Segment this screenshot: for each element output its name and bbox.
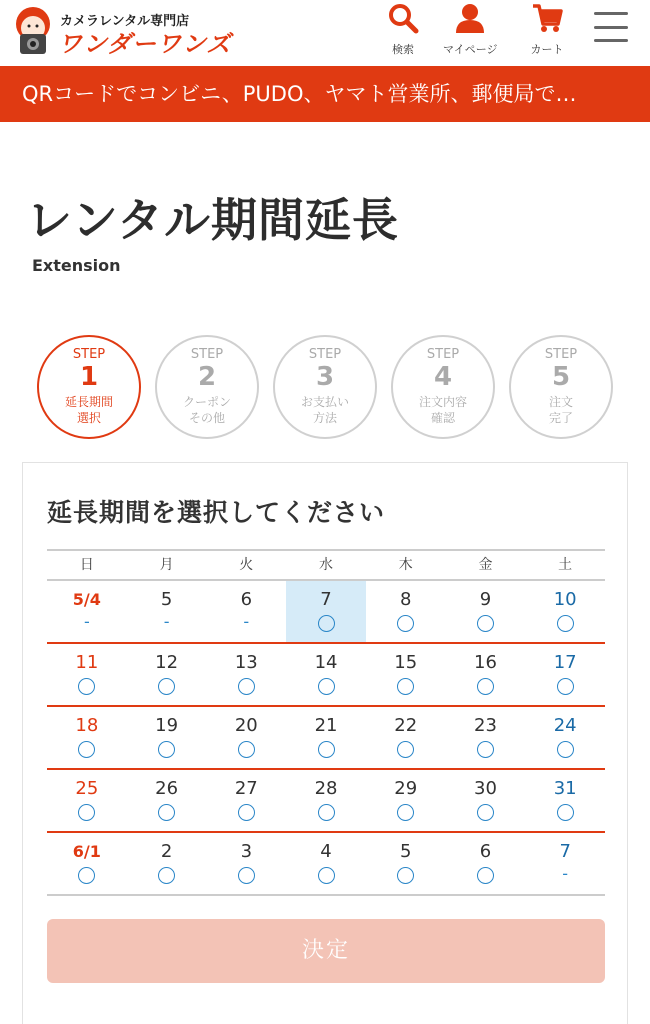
calendar-day[interactable] bbox=[366, 581, 446, 642]
available-circle-icon bbox=[318, 678, 335, 695]
calendar-day-number: 10 bbox=[553, 589, 577, 610]
calendar-day-number: 14 bbox=[314, 652, 338, 673]
step-text-line2: 確認 bbox=[430, 411, 455, 425]
mascot-logo-icon bbox=[10, 4, 56, 58]
page-subtitle: Extension bbox=[32, 256, 121, 275]
calendar-day[interactable] bbox=[286, 770, 366, 831]
nav-mypage-label: マイページ bbox=[443, 43, 498, 56]
calendar-day-number: 17 bbox=[553, 652, 577, 673]
unavailable-dash: - bbox=[83, 612, 90, 631]
calendar-day-number: 28 bbox=[314, 778, 338, 799]
calendar-day[interactable] bbox=[206, 833, 286, 894]
nav-search-label: 検索 bbox=[392, 43, 414, 56]
available-circle-icon bbox=[158, 867, 175, 884]
available-circle-icon bbox=[158, 804, 175, 821]
step-text-line1: クーポン bbox=[182, 395, 231, 409]
calendar-day-number: 26 bbox=[155, 778, 179, 799]
calendar-week-row bbox=[47, 707, 605, 770]
available-circle-icon bbox=[477, 678, 494, 695]
calendar-day[interactable] bbox=[286, 707, 366, 768]
calendar-day-selected[interactable] bbox=[286, 581, 366, 642]
available-circle-icon bbox=[557, 741, 574, 758]
available-circle-icon bbox=[397, 678, 414, 695]
calendar-week-row bbox=[47, 581, 605, 644]
weekday-tue: 火 bbox=[239, 557, 254, 573]
step-text-line1: 注文内容 bbox=[418, 395, 467, 409]
available-circle-icon bbox=[397, 741, 414, 758]
step-text-line2: 選択 bbox=[76, 411, 101, 425]
search-icon bbox=[385, 0, 421, 36]
calendar-day-number: 12 bbox=[155, 652, 179, 673]
calendar-day-number: 4 bbox=[320, 841, 332, 862]
nav-mypage[interactable] bbox=[443, 0, 498, 57]
step-number: 2 bbox=[197, 362, 217, 392]
step-label: STEP bbox=[72, 347, 106, 362]
calendar-day[interactable] bbox=[286, 833, 366, 894]
calendar-day-number: 29 bbox=[394, 778, 418, 799]
calendar-day[interactable] bbox=[47, 707, 127, 768]
nav-cart-label: カート bbox=[530, 43, 564, 56]
user-icon bbox=[452, 0, 488, 36]
calendar-day-number: 3 bbox=[240, 841, 253, 862]
calendar-day[interactable] bbox=[366, 833, 446, 894]
calendar-day[interactable] bbox=[127, 770, 207, 831]
nav-cart[interactable] bbox=[529, 0, 565, 57]
calendar-day-number: 23 bbox=[474, 715, 497, 736]
step-1 bbox=[37, 335, 141, 439]
calendar-day-number: 24 bbox=[553, 715, 577, 736]
calendar-day[interactable] bbox=[366, 770, 446, 831]
site-logo[interactable] bbox=[10, 4, 240, 60]
calendar bbox=[47, 549, 605, 896]
unavailable-dash: - bbox=[163, 612, 170, 631]
calendar-week-row bbox=[47, 833, 605, 896]
weekday-sun: 日 bbox=[79, 557, 94, 573]
calendar-title: 延長期間を選択してください bbox=[47, 498, 386, 527]
unavailable-dash: - bbox=[243, 612, 250, 631]
step-text-line1: お支払い bbox=[300, 395, 349, 409]
calendar-day-number: 5 bbox=[400, 841, 412, 862]
calendar-day bbox=[525, 833, 605, 894]
calendar-day[interactable] bbox=[446, 707, 526, 768]
calendar-day-number: 13 bbox=[234, 652, 258, 673]
available-circle-icon bbox=[78, 804, 95, 821]
unavailable-dash: - bbox=[562, 864, 569, 883]
calendar-card bbox=[22, 462, 628, 1024]
available-circle-icon bbox=[477, 615, 494, 632]
calendar-day[interactable] bbox=[446, 581, 526, 642]
calendar-day bbox=[47, 581, 127, 642]
calendar-day-number: 6/1 bbox=[72, 842, 101, 861]
step-number: 5 bbox=[551, 362, 571, 392]
calendar-day-number: 6 bbox=[479, 841, 492, 862]
calendar-day-number: 21 bbox=[314, 715, 338, 736]
calendar-day-number: 2 bbox=[160, 841, 173, 862]
step-3 bbox=[273, 335, 377, 439]
calendar-day-number: 6 bbox=[240, 589, 253, 610]
logo-subtitle: カメラレンタル専門店 bbox=[60, 14, 190, 29]
available-circle-icon bbox=[397, 615, 414, 632]
calendar-day[interactable] bbox=[525, 707, 605, 768]
available-circle-icon bbox=[477, 741, 494, 758]
calendar-day[interactable] bbox=[206, 770, 286, 831]
available-circle-icon bbox=[78, 741, 95, 758]
calendar-day-number: 11 bbox=[75, 652, 99, 673]
weekday-sat: 土 bbox=[558, 557, 573, 573]
available-circle-icon bbox=[78, 678, 95, 695]
calendar-day bbox=[206, 581, 286, 642]
logo-wordmark: ワンダーワンズ bbox=[58, 30, 232, 58]
calendar-day[interactable] bbox=[127, 833, 207, 894]
available-circle-icon bbox=[318, 867, 335, 884]
calendar-day[interactable] bbox=[366, 707, 446, 768]
calendar-day[interactable] bbox=[446, 644, 526, 705]
available-circle-icon bbox=[557, 804, 574, 821]
available-circle-icon bbox=[238, 741, 255, 758]
calendar-day[interactable] bbox=[525, 770, 605, 831]
calendar-day[interactable] bbox=[525, 644, 605, 705]
calendar-day[interactable] bbox=[286, 644, 366, 705]
calendar-week-row bbox=[47, 644, 605, 707]
calendar-day-number: 16 bbox=[474, 652, 497, 673]
available-circle-icon bbox=[397, 867, 414, 884]
available-circle-icon bbox=[557, 678, 574, 695]
available-circle-icon bbox=[238, 678, 255, 695]
calendar-day-number: 5/4 bbox=[72, 590, 101, 609]
site-header bbox=[0, 0, 650, 66]
calendar-day-number: 31 bbox=[553, 778, 577, 799]
weekday-mon: 月 bbox=[159, 557, 174, 573]
calendar-day[interactable] bbox=[47, 770, 127, 831]
available-circle-icon bbox=[78, 867, 95, 884]
step-text-line1: 注文 bbox=[548, 395, 573, 409]
submit-button[interactable]: 決定 bbox=[47, 919, 605, 983]
nav-search[interactable] bbox=[385, 0, 421, 57]
page-title: レンタル期間延長 bbox=[26, 193, 400, 247]
calendar-day-number: 9 bbox=[479, 589, 492, 610]
calendar-day[interactable] bbox=[47, 644, 127, 705]
calendar-day-number: 15 bbox=[394, 652, 418, 673]
calendar-day-number: 8 bbox=[400, 589, 412, 610]
calendar-day-number: 27 bbox=[234, 778, 258, 799]
step-number: 1 bbox=[79, 362, 99, 392]
calendar-day[interactable] bbox=[525, 581, 605, 642]
available-circle-icon bbox=[238, 804, 255, 821]
calendar-week-row bbox=[47, 770, 605, 833]
available-circle-icon bbox=[318, 804, 335, 821]
weekday-wed: 水 bbox=[319, 557, 334, 573]
calendar-day bbox=[127, 581, 207, 642]
calendar-day-number: 22 bbox=[394, 715, 418, 736]
calendar-weekday-header bbox=[47, 549, 605, 581]
weekday-thu: 木 bbox=[398, 557, 413, 573]
step-2 bbox=[155, 335, 259, 439]
weekday-fri: 金 bbox=[478, 557, 493, 573]
calendar-day-number: 7 bbox=[559, 841, 571, 862]
calendar-day[interactable] bbox=[446, 833, 526, 894]
step-number: 4 bbox=[433, 362, 453, 392]
available-circle-icon bbox=[397, 804, 414, 821]
calendar-day[interactable] bbox=[47, 833, 127, 894]
step-text-line1: 延長期間 bbox=[64, 395, 113, 409]
step-number: 3 bbox=[315, 362, 335, 392]
step-label: STEP bbox=[426, 347, 460, 362]
step-label: STEP bbox=[308, 347, 342, 362]
step-label: STEP bbox=[544, 347, 578, 362]
available-circle-icon bbox=[318, 615, 335, 632]
calendar-day-number: 18 bbox=[75, 715, 99, 736]
step-text-line2: その他 bbox=[188, 411, 225, 425]
available-circle-icon bbox=[477, 804, 494, 821]
calendar-day[interactable] bbox=[127, 707, 207, 768]
step-text-line2: 完了 bbox=[548, 411, 573, 425]
calendar-day[interactable] bbox=[127, 644, 207, 705]
menu-icon[interactable] bbox=[594, 12, 628, 42]
available-circle-icon bbox=[557, 615, 574, 632]
calendar-day-number: 30 bbox=[474, 778, 497, 799]
calendar-day[interactable] bbox=[206, 644, 286, 705]
available-circle-icon bbox=[238, 867, 255, 884]
available-circle-icon bbox=[477, 867, 494, 884]
step-text-line2: 方法 bbox=[312, 411, 337, 425]
info-banner[interactable]: QRコードでコンビニ、PUDO、ヤマト営業所、郵便局で… bbox=[0, 66, 650, 122]
calendar-day[interactable] bbox=[206, 707, 286, 768]
calendar-day-number: 19 bbox=[155, 715, 179, 736]
calendar-body bbox=[47, 581, 605, 896]
step-4 bbox=[391, 335, 495, 439]
step-label: STEP bbox=[190, 347, 224, 362]
calendar-day-number: 25 bbox=[75, 778, 99, 799]
calendar-day[interactable] bbox=[446, 770, 526, 831]
step-5 bbox=[509, 335, 613, 439]
available-circle-icon bbox=[318, 741, 335, 758]
available-circle-icon bbox=[158, 741, 175, 758]
calendar-day[interactable] bbox=[366, 644, 446, 705]
calendar-day-number: 5 bbox=[160, 589, 173, 610]
available-circle-icon bbox=[158, 678, 175, 695]
calendar-day-number: 20 bbox=[234, 715, 258, 736]
cart-icon bbox=[529, 0, 565, 36]
calendar-day-number: 7 bbox=[320, 589, 332, 610]
